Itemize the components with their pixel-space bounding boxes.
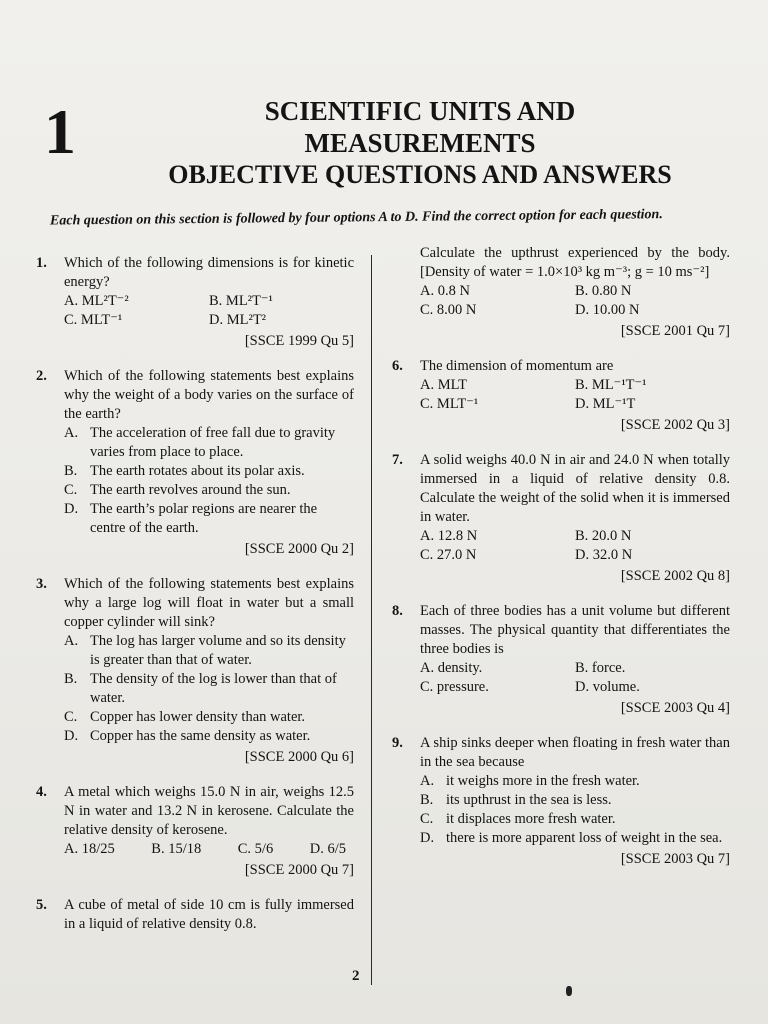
question-text: A cube of metal of side 10 cm is fully immersed in a liquid of relative density 0.8. — [64, 897, 354, 932]
option-b: The earth rotates about its polar axis. — [90, 463, 305, 479]
option-d: The earth’s polar regions are nearer the centre of the earth. — [90, 501, 318, 536]
option-c: C. 27.0 N — [420, 547, 477, 563]
option-label: A. — [64, 633, 79, 649]
chapter-number: 1 — [44, 96, 76, 167]
option-d: there is more apparent loss of weight in the sea. — [446, 830, 723, 846]
question-1 — [36, 254, 354, 351]
option-d: D. 32.0 N — [575, 547, 633, 563]
option-b: B. 15/18 — [151, 841, 202, 857]
ink-speck — [566, 986, 572, 996]
options — [64, 424, 354, 538]
left-column — [36, 254, 354, 950]
question-number: 3. — [36, 576, 47, 592]
option-c: C. pressure. — [420, 679, 489, 695]
options — [64, 840, 346, 859]
option-a: A. MLT — [420, 377, 467, 393]
option-a: The log has larger volume and so its density is greater than that of water. — [90, 633, 346, 668]
options — [64, 292, 354, 330]
options — [420, 659, 730, 697]
option-label: D. — [64, 728, 79, 744]
option-c: C. 5/6 — [237, 841, 274, 857]
question-5-continued — [392, 244, 730, 341]
chapter-title-line-2: MEASUREMENTS — [304, 128, 536, 158]
options — [420, 772, 730, 848]
exam-reference: [SSCE 2002 Qu 3] — [620, 417, 730, 433]
options — [420, 376, 730, 414]
question-text: Which of the following statements best explains why a large log will float in water but a small copper cylinder will sink? — [64, 576, 354, 630]
exam-reference: [SSCE 2003 Qu 4] — [620, 700, 730, 716]
options — [420, 527, 730, 565]
option-d: D. ML⁻¹T — [575, 396, 636, 412]
option-d: D. ML²T² — [209, 312, 267, 328]
option-label: A. — [420, 773, 435, 789]
option-label: A. — [64, 425, 79, 441]
exam-reference: [SSCE 2001 Qu 7] — [620, 323, 730, 339]
option-a: A. 0.8 N — [420, 283, 470, 299]
question-5 — [36, 896, 354, 934]
exam-reference: [SSCE 2000 Qu 6] — [244, 749, 354, 765]
right-column — [392, 244, 730, 885]
question-number: 9. — [392, 735, 403, 751]
option-b: B. 0.80 N — [575, 283, 632, 299]
option-d: D. 6/5 — [309, 841, 346, 857]
option-a: The acceleration of free fall due to gravity varies from place to place. — [90, 425, 336, 460]
chapter-title-line-1: SCIENTIFIC UNITS AND — [264, 96, 576, 126]
question-7 — [392, 451, 730, 586]
question-number: 6. — [392, 358, 403, 374]
option-b: B. ML⁻¹T⁻¹ — [575, 377, 647, 393]
option-b: B. 20.0 N — [575, 528, 632, 544]
options — [64, 632, 354, 746]
exam-reference: [SSCE 1999 Qu 5] — [244, 333, 354, 349]
option-c: Copper has lower density than water. — [90, 709, 306, 725]
option-c: C. 8.00 N — [420, 302, 477, 318]
option-label: B. — [64, 463, 78, 479]
option-label: C. — [64, 709, 78, 725]
option-b: B. ML²T⁻¹ — [209, 293, 273, 309]
option-label: B. — [64, 671, 78, 687]
option-c: it displaces more fresh water. — [446, 811, 616, 827]
page-number: 2 — [352, 968, 360, 984]
question-number: 5. — [36, 897, 47, 913]
question-6 — [392, 357, 730, 435]
exam-reference: [SSCE 2000 Qu 7] — [244, 862, 354, 878]
option-label: C. — [64, 482, 78, 498]
option-a: A. ML²T⁻² — [64, 293, 129, 309]
question-4 — [36, 783, 354, 880]
option-label: C. — [420, 811, 434, 827]
section-heading: OBJECTIVE QUESTIONS AND ANSWERS — [168, 160, 672, 189]
option-a: A. density. — [420, 660, 483, 676]
question-text: Which of the following statements best explains why the weight of a body varies on the surface of the earth? — [64, 368, 354, 422]
option-label: D. — [64, 501, 79, 517]
exam-reference: [SSCE 2003 Qu 7] — [620, 851, 730, 867]
option-label: D. — [420, 830, 435, 846]
option-b: its upthrust in the sea is less. — [446, 792, 612, 808]
option-c: The earth revolves around the sun. — [90, 482, 291, 498]
question-9 — [392, 734, 730, 869]
question-text: A metal which weighs 15.0 N in air, weighs 12.5 N in water and 13.2 N in kerosene. Calculate the relative density of kerosene. — [64, 784, 354, 838]
question-3 — [36, 575, 354, 767]
option-d: D. 10.00 N — [575, 302, 640, 318]
question-text: Each of three bodies has a unit volume but different masses. The physical quantity that differentiates the three bodies is — [420, 603, 730, 657]
question-text: Calculate the upthrust experienced by the body. [Density of water = 1.0×10³ kg m⁻³; g = 10 ms⁻²] — [420, 245, 730, 280]
option-d: Copper has the same density as water. — [90, 728, 311, 744]
exam-reference: [SSCE 2002 Qu 8] — [620, 568, 730, 584]
option-a: A. 12.8 N — [420, 528, 478, 544]
question-number: 8. — [392, 603, 403, 619]
option-a: A. 18/25 — [64, 841, 115, 857]
question-number: 1. — [36, 255, 47, 271]
question-text: The dimension of momentum are — [420, 358, 614, 374]
option-b: B. force. — [575, 660, 626, 676]
question-number: 7. — [392, 452, 403, 468]
question-text: A solid weighs 40.0 N in air and 24.0 N when totally immersed in a liquid of relative density 0.8. Calculate the weight of the solid when it is immersed in water. — [420, 452, 730, 525]
question-2 — [36, 367, 354, 559]
option-a: it weighs more in the fresh water. — [446, 773, 640, 789]
option-c: C. MLT⁻¹ — [64, 312, 123, 328]
question-number: 4. — [36, 784, 47, 800]
question-text: Which of the following dimensions is for kinetic energy? — [64, 255, 354, 290]
question-8 — [392, 602, 730, 718]
options — [420, 282, 730, 320]
option-label: B. — [420, 792, 434, 808]
option-b: The density of the log is lower than that of water. — [90, 671, 337, 706]
instructions: Each question on this section is followed by four options A to D. Find the correct option for each question. — [49, 207, 663, 229]
question-text: A ship sinks deeper when floating in fresh water than in the sea because — [420, 735, 730, 770]
option-d: D. volume. — [575, 679, 640, 695]
exam-reference: [SSCE 2000 Qu 2] — [244, 541, 354, 557]
question-number: 2. — [36, 368, 47, 384]
column-divider — [371, 255, 372, 985]
option-c: C. MLT⁻¹ — [420, 396, 479, 412]
